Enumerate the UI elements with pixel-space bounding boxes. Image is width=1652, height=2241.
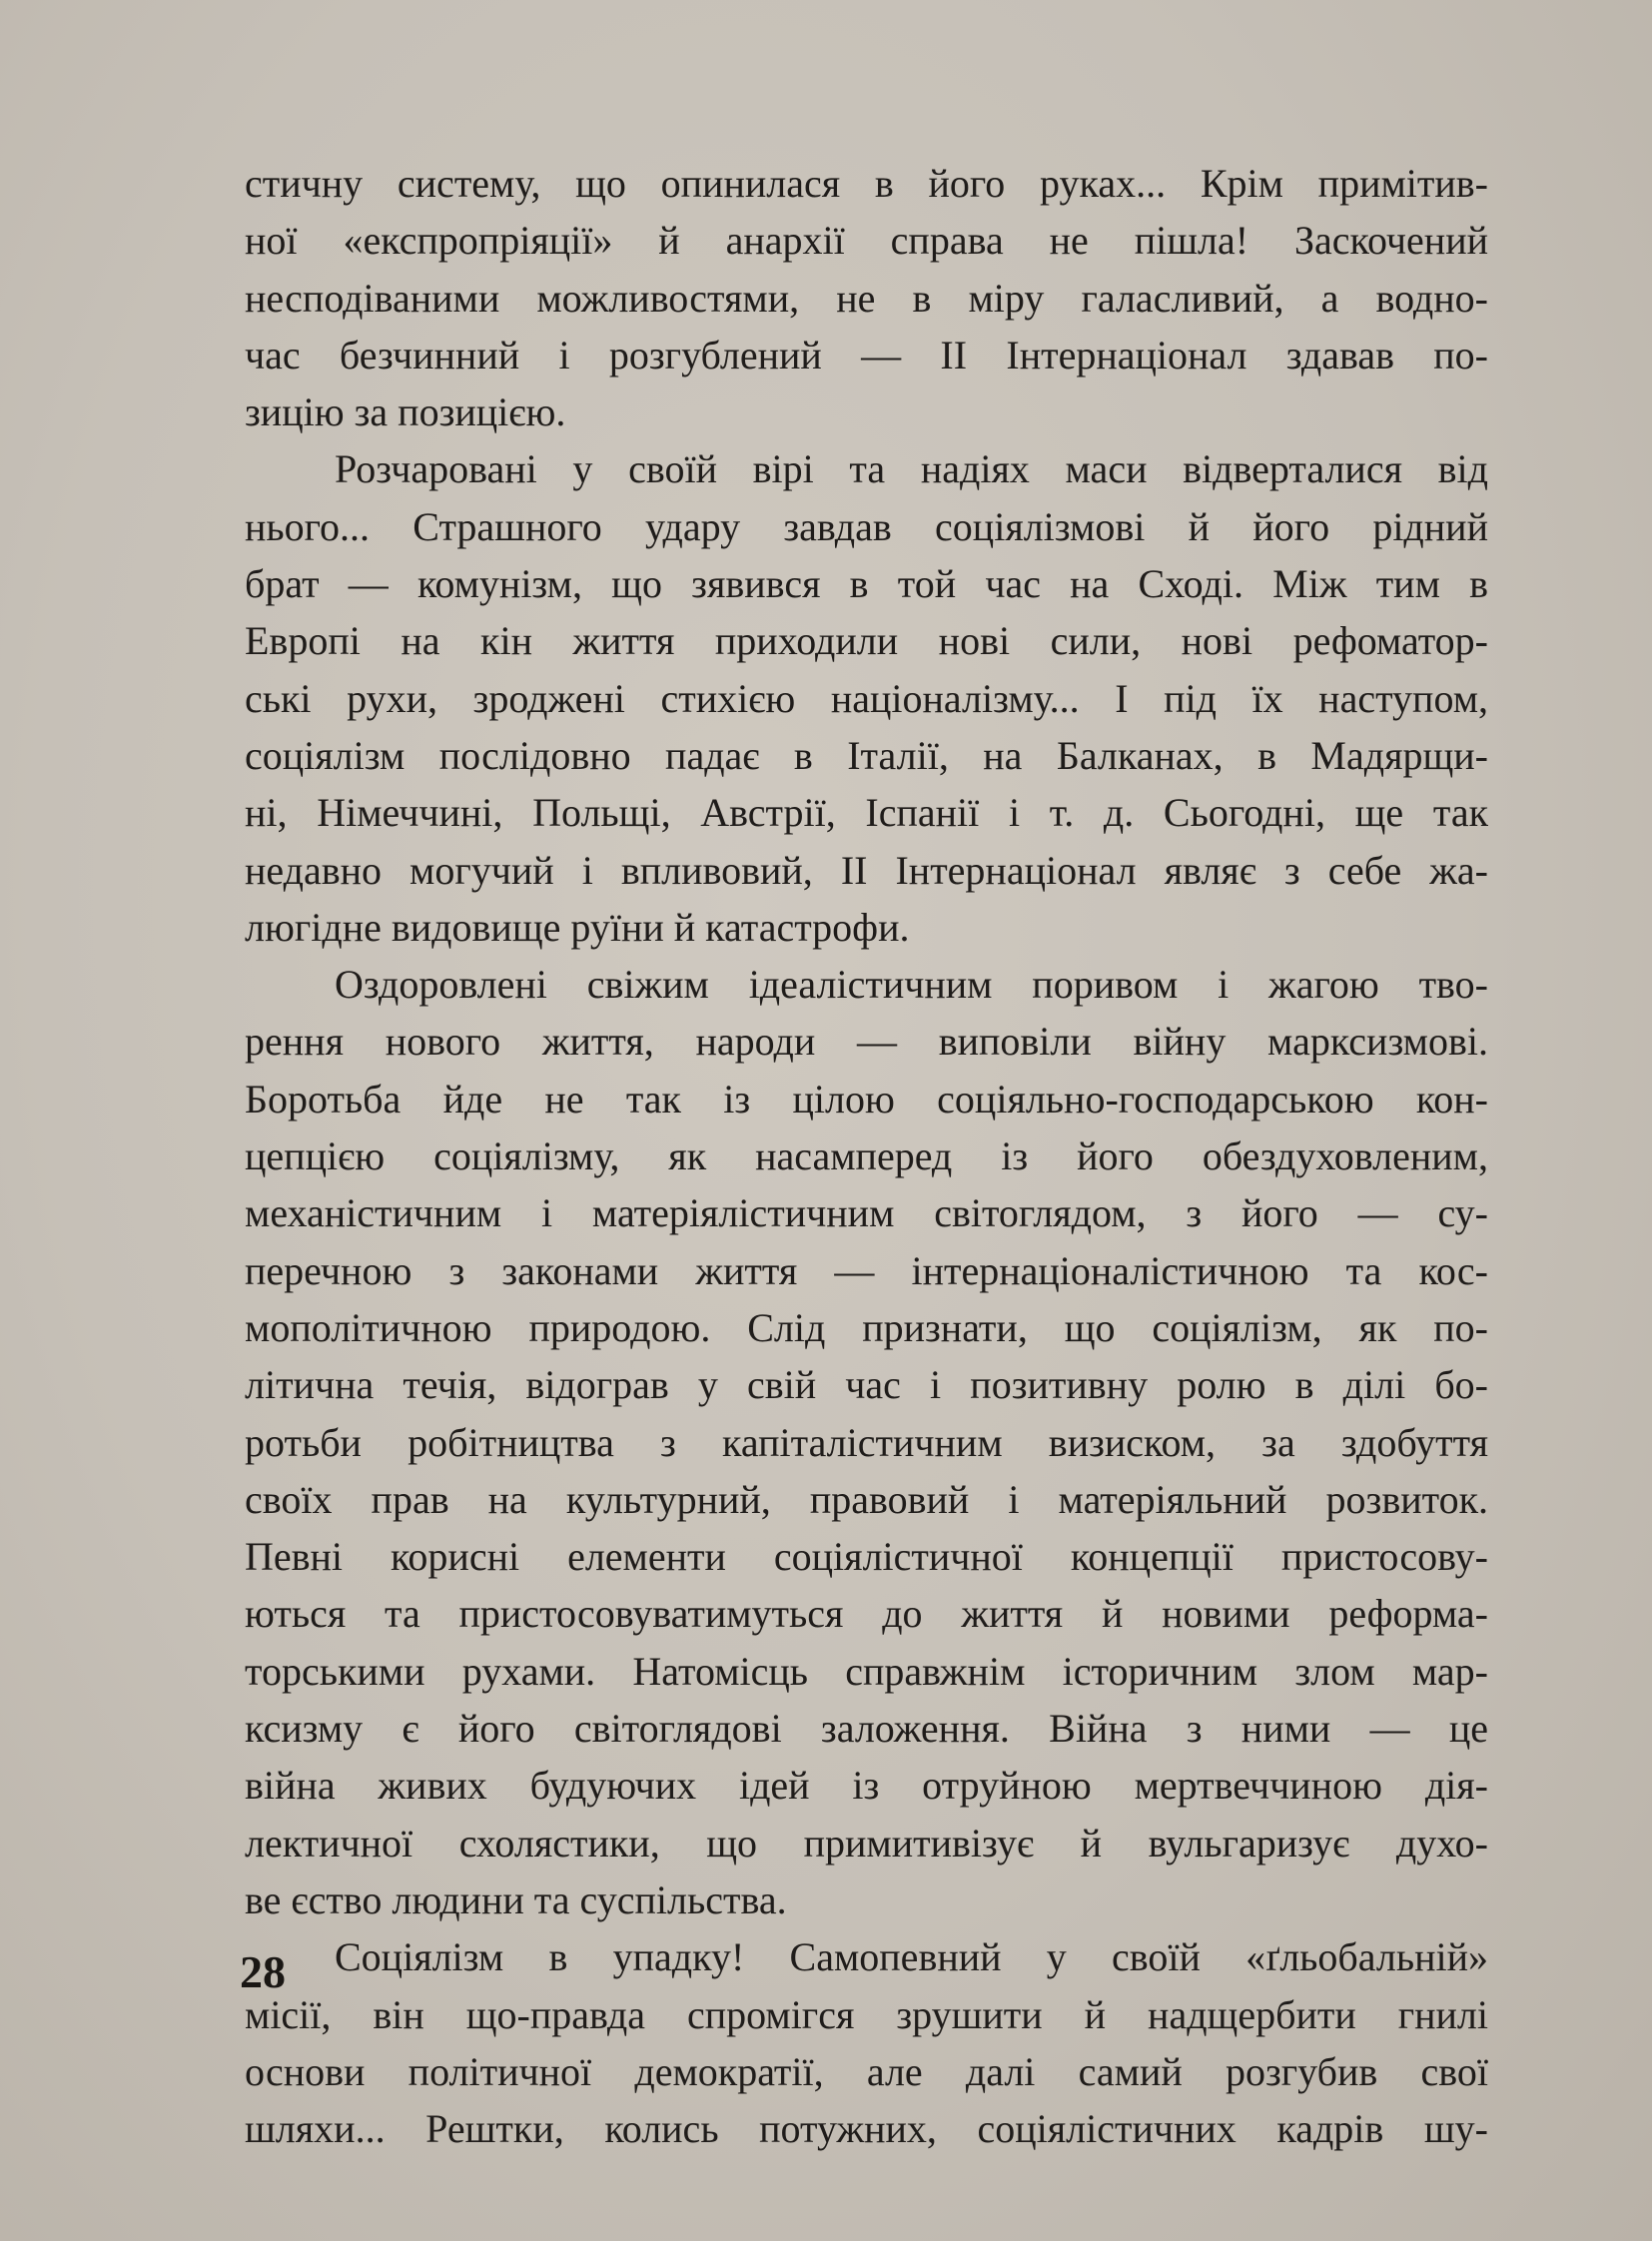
text-line: Оздоровлені свіжим ідеалістичним поривом і жагою тво- [335,962,1488,1008]
text-line: люгідне видовище руїни й катастрофи. [245,904,910,950]
text-line: лектичної схолястики, що примитивізує й вульгаризує духо- [245,1820,1488,1866]
text-line: нього... Страшного удару завдав соціялізмові й його рідний [245,503,1488,549]
text-line: зицію за позицією. [245,389,566,435]
text-line: ної «експропріяції» й анархії справа не пішла! Заскочений [245,218,1488,264]
text-line: війна живих будуючих ідей із отруйною мертвеччиною дія- [245,1763,1488,1809]
text-line: ротьби робітництва з капіталістичним визиском, за здобуття [245,1419,1488,1465]
text-line: недавно могучий і впливовий, II Інтернаціонал являє з себе жа- [245,847,1488,893]
text-line: механістичним і матеріялістичним світоглядом, з його — су- [245,1190,1488,1236]
text-line: Боротьба йде не так із цілою соціяльно-господарською кон- [245,1076,1488,1121]
text-line: несподіваними можливостями, не в міру галасливий, а водно- [245,275,1488,321]
text-line: шляхи... Рештки, колись потужних, соціялістичних кадрів шу- [245,2106,1488,2152]
text-line: літична течія, відограв у свій час і позитивну ролю в ділі бо- [245,1362,1488,1408]
text-line: основи політичної демократії, але далі самий розгубив свої [245,2048,1488,2094]
text-line: стичну систему, що опинилася в його руках... Крім примітив- [245,161,1488,206]
text-line: торськими рухами. Натомісць справжнім історичним злом мар- [245,1648,1488,1694]
text-line: ські рухи, зроджені стихією націоналізму... І під їх наступом, [245,675,1488,721]
text-line: цепцією соціялізму, як насамперед із його обездуховленим, [245,1133,1488,1179]
text-line: брат — комунізм, що зявився в той час на Сході. Між тим в [245,561,1488,607]
text-line: соціялізм послідовно падає в Італії, на Балканах, в Мадярщи- [245,732,1488,778]
text-line: перечною з законами життя — інтернаціоналістичною та кос- [245,1247,1488,1293]
text-line: Соціялізм в упадку! Самопевний у своїй «ґльобальній» [335,1934,1488,1980]
text-line: ні, Німеччині, Польщі, Австрії, Іспанії і т. д. Сьогодні, ще так [245,790,1488,836]
body-text [245,155,1488,2157]
text-line: мополітичною природою. Слід признати, що соціялізм, як по- [245,1304,1488,1350]
page-number: 28 [240,1946,286,1997]
text-line: ються та пристосовуватимуться до життя й новими реформа- [245,1591,1488,1637]
text-line: Розчаровані у своїй вірі та надіях маси відверталися від [335,446,1488,492]
text-line: Европі на кін життя приходили нові сили, нові рефоматор- [245,618,1488,664]
text-line: час безчинний і розгублений — II Інтернаціонал здавав по- [245,332,1488,377]
text-line: місії, він що-правда спромігся зрушити й надщербити гнилі [245,1991,1488,2037]
text-line: ве єство людини та суспільства. [245,1876,787,1922]
text-line: своїх прав на культурний, правовий і матеріяльний розвиток. [245,1476,1488,1522]
text-line: ксизму є його світоглядові заложення. Війна з ними — це [245,1706,1488,1752]
text-line: рення нового життя, народи — виповіли війну марксизмові. [245,1019,1488,1065]
text-line: Певні корисні елементи соціялістичної концепції пристосову- [245,1534,1488,1580]
